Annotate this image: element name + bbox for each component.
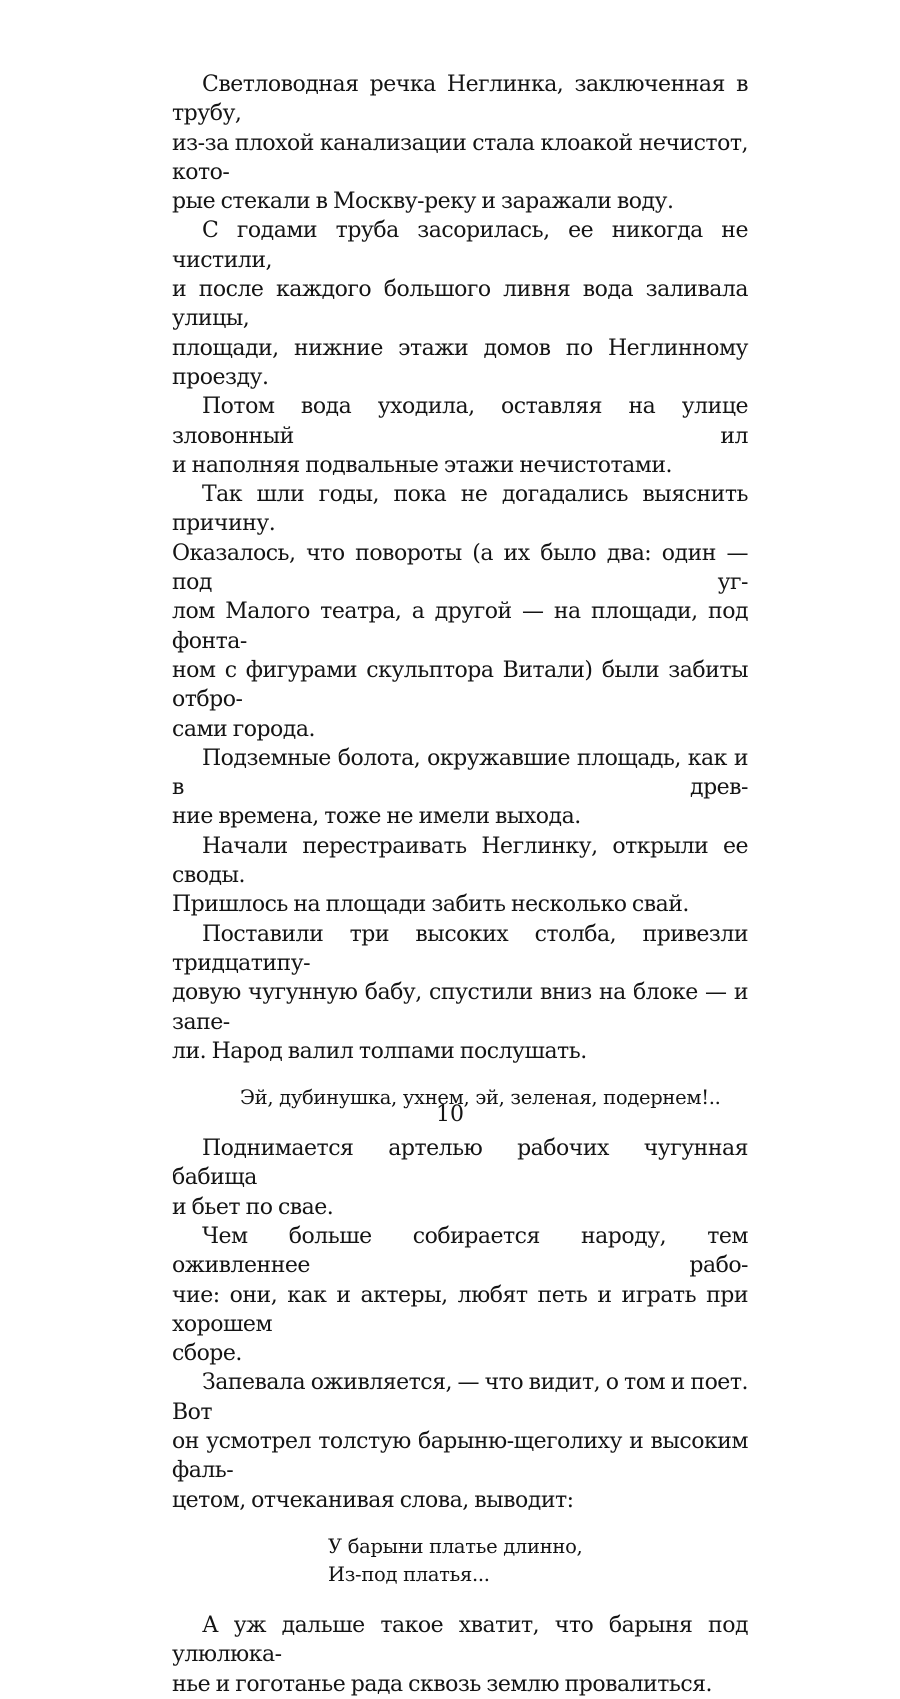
line: и бьет по свае. bbox=[172, 1194, 334, 1220]
paragraph-3 bbox=[172, 392, 748, 480]
page-number: 10 bbox=[436, 1102, 464, 1127]
verse-quote bbox=[172, 1533, 748, 1589]
line: Светловодная речка Неглинка, заключенная в трубу, bbox=[172, 72, 748, 127]
line: Потом вода уходила, оставляя на улице зловонный ил bbox=[172, 394, 748, 449]
line: Так шли годы, пока не догадались выяснить причину. bbox=[172, 482, 748, 537]
paragraph-10 bbox=[172, 1368, 748, 1514]
paragraph-5 bbox=[172, 744, 748, 832]
line: ном с фигурами скульптора Витали) были забиты отбро- bbox=[172, 657, 748, 713]
paragraph-8 bbox=[172, 1134, 748, 1222]
line: цетом, отчеканивая слова, выводит: bbox=[172, 1487, 574, 1513]
line: Чем больше собирается народу, тем оживленнее рабо- bbox=[172, 1223, 748, 1279]
paragraph-11 bbox=[172, 1611, 748, 1699]
verse-line: У барыни платье длинно, bbox=[328, 1534, 583, 1558]
line: и наполняя подвальные этажи нечистотами. bbox=[172, 452, 673, 478]
paragraph-2 bbox=[172, 216, 748, 392]
line: нье и гоготанье рада сквозь землю провалиться. bbox=[172, 1671, 713, 1697]
line: Пришлось на площади забить несколько свай. bbox=[172, 892, 689, 918]
paragraph-9 bbox=[172, 1222, 748, 1368]
line: С годами труба засорилась, ее никогда не чистили, bbox=[172, 218, 748, 273]
line: Начали перестраивать Неглинку, открыли ее своды. bbox=[172, 833, 748, 889]
line: рые стекали в Москву-реку и заражали воду. bbox=[172, 189, 674, 215]
paragraph-1 bbox=[172, 70, 748, 216]
verse-line: Из-под платья... bbox=[328, 1562, 490, 1586]
line: из-за плохой канализации стала клоакой нечистот, кото- bbox=[172, 130, 748, 185]
paragraph-7 bbox=[172, 920, 748, 1066]
line: Поднимается артелью рабочих чугунная бабища bbox=[172, 1136, 748, 1191]
line: и после каждого большого ливня вода заливала улицы, bbox=[172, 277, 748, 332]
page-body bbox=[172, 70, 748, 1699]
line: чие: они, как и актеры, любят петь и играть при хорошем bbox=[172, 1282, 748, 1337]
line: он усмотрел толстую барыню-щеголиху и высоким фаль- bbox=[172, 1429, 748, 1484]
line: лом Малого театра, а другой — на площади, под фонта- bbox=[172, 599, 748, 654]
song-quote: Эй, дубинушка, ухнем, эй, зеленая, подернем!.. bbox=[240, 1086, 721, 1110]
line: площади, нижние этажи домов по Неглинному проезду. bbox=[172, 335, 748, 390]
line: Поставили три высоких столба, привезли тридцатипу- bbox=[172, 921, 748, 976]
line: ли. Народ валил толпами послушать. bbox=[172, 1038, 587, 1064]
line: ние времена, тоже не имели выхода. bbox=[172, 804, 581, 830]
line: довую чугунную бабу, спустили вниз на блоке — и запе- bbox=[172, 980, 748, 1035]
paragraph-6 bbox=[172, 832, 748, 920]
line: Подземные болота, окружавшие площадь, как и в древ- bbox=[172, 745, 748, 801]
line: Запевала оживляется, — что видит, о том и поет. Вот bbox=[172, 1370, 748, 1425]
line: Оказалось, что повороты (а их было два: один — под уг- bbox=[172, 540, 748, 596]
paragraph-4 bbox=[172, 480, 748, 744]
line: А уж дальше такое хватит, что барыня под улюлюка- bbox=[172, 1612, 748, 1668]
line: сборе. bbox=[172, 1341, 242, 1367]
line: сами города. bbox=[172, 716, 315, 742]
